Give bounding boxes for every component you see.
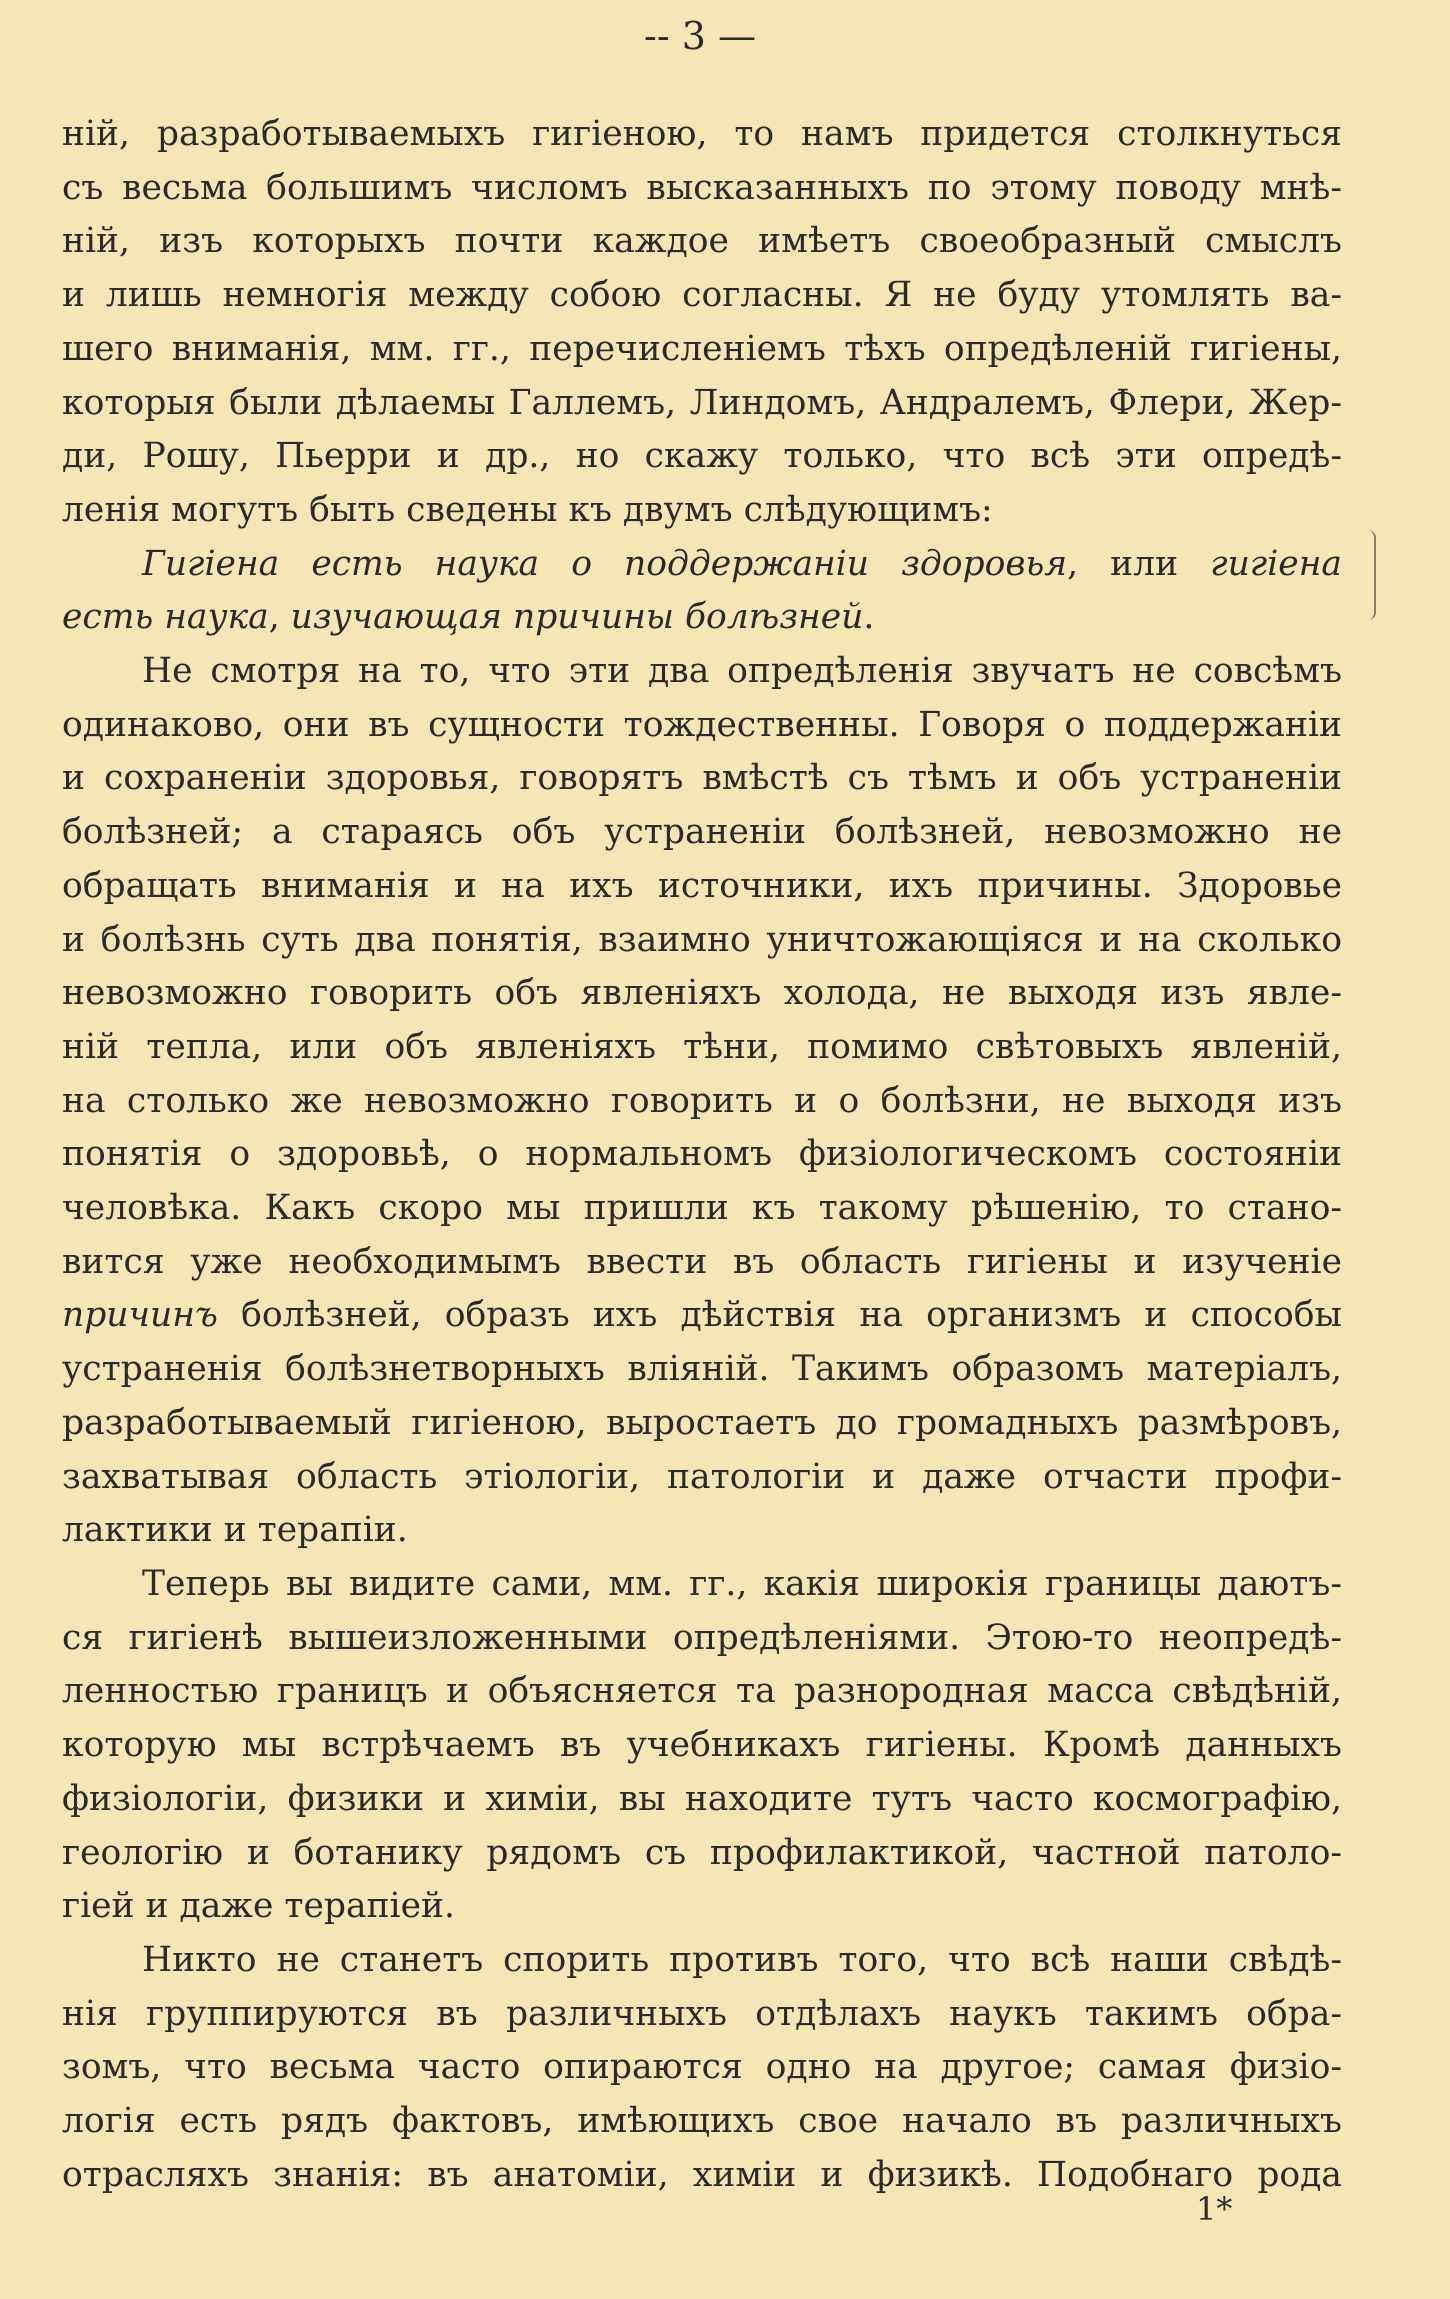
text-line: обращать вниманія и на ихъ источники, ихъ причины. Здоровье [62,865,1342,906]
signature-mark: 1* [1196,2190,1233,2228]
text-line: шего вниманія, мм. гг., перечисленіемъ тѣхъ опредѣленій гигіены, [62,328,1342,369]
text-line: физіологіи, физики и химіи, вы находите тутъ часто космографію, [62,1778,1342,1819]
text-line: ди, Рошу, Пьерри и др., но скажу только, что всѣ эти опредѣ- [62,436,1342,477]
margin-bracket-mark [1368,530,1376,620]
italic-definition: есть наука [62,597,269,638]
definition-line: есть наука, изучающая причины болѣзней. [62,597,875,638]
text-line: невозможно говорить объ явленіяхъ холода, не выходя изъ явле- [62,973,1342,1014]
italic-definition: гигіена [1210,543,1342,584]
text-line: одинаково, они въ сущности тождественны. Говоря о поддержаніи [62,704,1342,745]
text-line: и лишь немногія между собою согласны. Я не буду утомлять ва- [62,275,1342,316]
text-line: которыя были дѣлаемы Галлемъ, Линдомъ, Андралемъ, Флери, Жер- [62,382,1342,423]
text-line: ній тепла, или объ явленіяхъ тѣни, помимо свѣтовыхъ явленій, [62,1026,1342,1067]
page-number: -- 3 — [643,14,756,58]
text-line: разработываемый гигіеною, выростаетъ до громадныхъ размѣровъ, [62,1402,1342,1443]
text-line: которую мы встрѣчаемъ въ учебникахъ гигіены. Кромѣ данныхъ [62,1725,1342,1766]
text-line: болѣзней; а стараясь объ устраненіи болѣзней, невозможно не [62,812,1342,853]
italic-word: причинъ [62,1295,218,1336]
text-line: ній, изъ которыхъ почти каждое имѣетъ своеобразный смыслъ [62,221,1342,262]
text-line: логія есть рядъ фактовъ, имѣющихъ свое начало въ различныхъ [62,2101,1342,2142]
text-line: на столько же невозможно говорить и о болѣзни, не выходя изъ [62,1080,1342,1121]
text-line-with-italic: причинъ болѣзней, образъ ихъ дѣйствія на организмъ и способы [62,1295,1342,1336]
text-line: отрасляхъ знанія: въ анатоміи, химіи и физикѣ. Подобнаго рода [62,2154,1342,2195]
body-text [62,108,1342,2202]
italic-definition: Гигіена есть наука о поддержаніи здоровья [142,543,1068,584]
text-line: Не смотря на то, что эти два опредѣленія звучатъ не совсѣмъ [142,651,1342,692]
text-line: ленностью границъ и объясняется та разнородная масса свѣдѣній, [62,1671,1342,1712]
text-line: гіей и даже терапіей. [62,1886,455,1927]
text-line: съ весьма большимъ числомъ высказанныхъ по этому поводу мнѣ- [62,167,1342,208]
text-line: понятія о здоровьѣ, о нормальномъ физіологическомъ состояніи [62,1134,1342,1175]
text-line: геологію и ботанику рядомъ съ профилактикой, частной патоло- [62,1832,1342,1873]
text-line: Никто не станетъ спорить противъ того, что всѣ наши свѣдѣ- [142,1939,1342,1980]
text-line: ній, разработываемыхъ гигіеною, то намъ придется столкнуться [62,114,1342,154]
text-line: и сохраненіи здоровья, говорятъ вмѣстѣ съ тѣмъ и объ устраненіи [62,758,1342,799]
text-line: Теперь вы видите сами, мм. гг., какія широкія границы даютъ- [142,1563,1342,1604]
text-line: ся гигіенѣ вышеизложенными опредѣленіями. Этою-то неопредѣ- [62,1617,1342,1658]
italic-definition: изучающая причины болѣзней [290,597,864,638]
text-line: и болѣзнь суть два понятія, взаимно уничтожающіяся и на сколько [62,919,1342,960]
text-line: устраненія болѣзнетворныхъ вліяній. Такимъ образомъ матеріалъ, [62,1349,1342,1390]
text-line: ленія могутъ быть сведены къ двумъ слѣдующимъ: [62,489,993,530]
text-line: нія группируются въ различныхъ отдѣлахъ наукъ такимъ обра- [62,1993,1342,2034]
text-line: захватывая область этіологіи, патологіи и даже отчасти профи- [62,1456,1342,1497]
definition-line: Гигіена есть наука о поддержаніи здоровья, или гигіена [142,543,1342,584]
text-line: лактики и терапіи. [62,1510,408,1551]
text-line: зомъ, что весьма часто опираются одно на другое; самая физіо- [62,2047,1342,2088]
text-line: человѣка. Какъ скоро мы пришли къ такому рѣшенію, то стано- [62,1188,1342,1229]
text-line: вится уже необходимымъ ввести въ область гигіены и изученіе [62,1241,1342,1282]
